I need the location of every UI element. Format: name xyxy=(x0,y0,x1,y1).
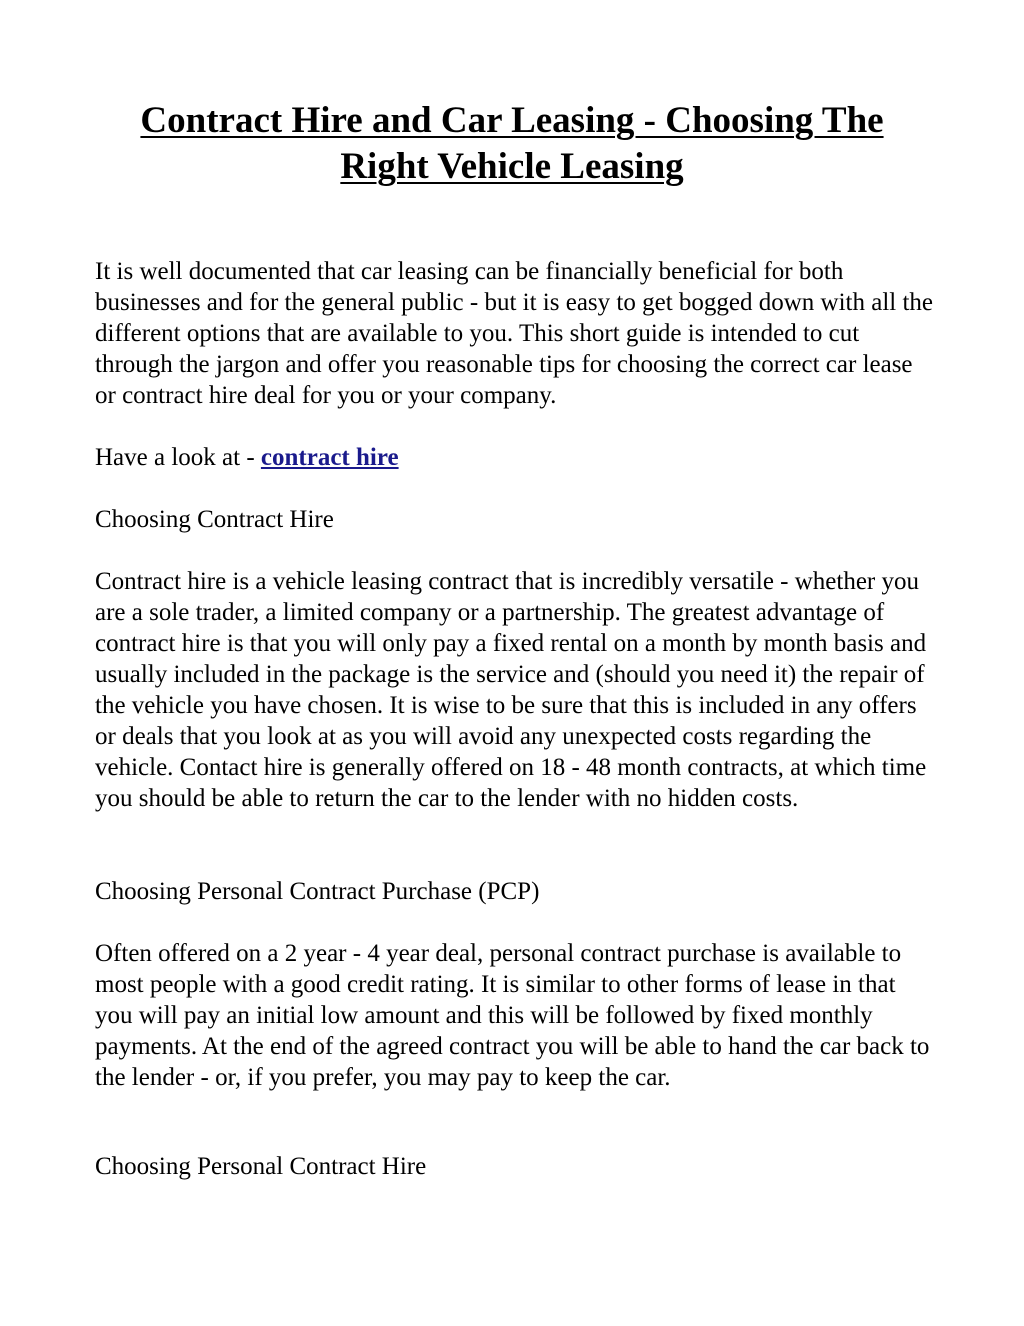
intro-paragraph: It is well documented that car leasing can be financially beneficial for both businesses and for the general public - but it is easy to get bogged down with all the different options that are available to you. This short guide is intended to cut through the jargon and offer you reasonable tips for choosing the correct car lease or contract hire deal for you or your company. xyxy=(95,258,934,409)
contract-hire-link[interactable]: contract hire xyxy=(260,444,399,471)
section-heading-personal-contract-hire: Choosing Personal Contract Hire xyxy=(95,1153,427,1180)
section-body-pcp: Often offered on a 2 year - 4 year deal, personal contract purchase is available to most people with a good credit rating. It is similar to other forms of lease in that you will pay an initial low amount and this will be followed by fixed monthly payments. At the end of the agreed contract you will be able to hand the car back to the lender - or, if you prefer, you may pay to keep the car. xyxy=(95,940,930,1091)
have-a-look-prefix: Have a look at - xyxy=(95,444,261,471)
have-a-look-line xyxy=(95,442,935,473)
page-title: Contract Hire and Car Leasing - Choosing The Right Vehicle Leasing xyxy=(140,100,884,187)
section-heading-contract-hire: Choosing Contract Hire xyxy=(95,506,334,533)
section-heading-pcp: Choosing Personal Contract Purchase (PCP) xyxy=(95,878,540,905)
section-body-contract-hire: Contract hire is a vehicle leasing contract that is incredibly versatile - whether you are a sole trader, a limited company or a partnership. The greatest advantage of contract hire is that you will only pay a fixed rental on a month by month basis and usually included in the package is the service and (should you need it) the repair of the vehicle you have chosen. It is wise to be sure that this is included in any offers or deals that you look at as you will avoid any unexpected costs regarding the vehicle. Contact hire is generally offered on 18 - 48 month contracts, at which time you should be able to return the car to the lender with no hidden costs. xyxy=(95,568,927,812)
